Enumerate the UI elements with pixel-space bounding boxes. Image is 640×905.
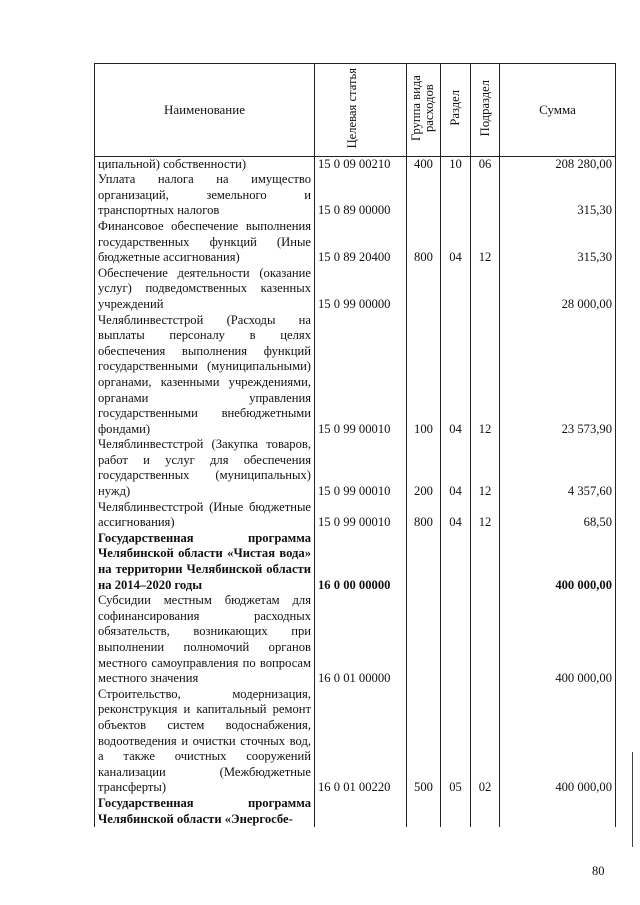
- row-section: 10: [441, 156, 471, 172]
- row-section: [441, 593, 471, 687]
- row-name: Строительство, модернизация, реконструкция и капитальный ремонт объектов систем водоснабжения, водоотведения и очистки сточных вод, а также очистных сооружений канализации (Межбюджетные трансферты): [95, 687, 315, 796]
- row-name: Государственная программа Челябинской области «Чистая вода» на территории Челябинской области на 2014–2020 годы: [95, 531, 315, 593]
- row-expense-group: 500: [407, 687, 441, 796]
- row-subsection: [471, 172, 500, 219]
- header-target-article-label: Целевая статья: [344, 67, 359, 149]
- row-target-article: 16 0 01 00000: [315, 593, 407, 687]
- table-header-row: [95, 64, 616, 157]
- table-row: [95, 156, 616, 172]
- row-name: ципальной) собственности): [95, 156, 315, 172]
- row-section: 04: [441, 313, 471, 438]
- header-target-article: [315, 64, 407, 157]
- table-row: [95, 500, 616, 531]
- row-section: 04: [441, 437, 471, 499]
- table-row: [95, 266, 616, 313]
- row-amount: 315,30: [500, 219, 616, 266]
- row-subsection: 12: [471, 219, 500, 266]
- table-row: [95, 437, 616, 499]
- row-name: Субсидии местным бюджетам для софинансирования расходных обязательств, возникающих при выполнении полномочий органов местного самоуправления по вопросам местного значения: [95, 593, 315, 687]
- row-amount: 28 000,00: [500, 266, 616, 313]
- row-subsection: 12: [471, 500, 500, 531]
- row-target-article: 15 0 99 00010: [315, 500, 407, 531]
- header-subsection-label: Подраздел: [477, 79, 492, 137]
- table-row: [95, 796, 616, 827]
- table-row: [95, 313, 616, 438]
- page-number: 80: [592, 864, 605, 878]
- row-target-article: 15 0 99 00010: [315, 437, 407, 499]
- row-expense-group: [407, 593, 441, 687]
- row-expense-group: 800: [407, 219, 441, 266]
- row-amount: 400 000,00: [500, 593, 616, 687]
- row-subsection: [471, 593, 500, 687]
- scan-edge-line: [632, 752, 633, 847]
- header-section: [441, 64, 471, 157]
- row-expense-group: [407, 796, 441, 827]
- row-target-article: 16 0 00 00000: [315, 531, 407, 593]
- row-expense-group: 400: [407, 156, 441, 172]
- row-target-article: 15 0 89 20400: [315, 219, 407, 266]
- row-subsection: [471, 266, 500, 313]
- row-amount: 4 357,60: [500, 437, 616, 499]
- row-amount: 400 000,00: [500, 687, 616, 796]
- header-section-label: Раздел: [448, 90, 462, 126]
- row-amount: 208 280,00: [500, 156, 616, 172]
- row-subsection: 06: [471, 156, 500, 172]
- header-expense-group: [407, 64, 441, 157]
- row-expense-group: [407, 531, 441, 593]
- row-target-article: [315, 796, 407, 827]
- row-section: [441, 172, 471, 219]
- row-amount: 315,30: [500, 172, 616, 219]
- row-section: 05: [441, 687, 471, 796]
- row-target-article: 15 0 99 00010: [315, 313, 407, 438]
- row-amount: 23 573,90: [500, 313, 616, 438]
- header-expense-group-label: Группа вида расходов: [409, 75, 436, 141]
- row-section: [441, 796, 471, 827]
- header-subsection: [471, 64, 500, 157]
- row-target-article: 15 0 89 00000: [315, 172, 407, 219]
- row-name: Уплата налога на имущество организаций, земельного и транспортных налогов: [95, 172, 315, 219]
- row-name: Обеспечение деятельности (оказание услуг) подведомственных казенных учреждений: [95, 266, 315, 313]
- row-target-article: 15 0 09 00210: [315, 156, 407, 172]
- row-name: Челяблинвестстрой (Расходы на выплаты персоналу в целях обеспечения выполнения функций государственными (муниципальными) органами, казенными учреждениями, органами управления государственными внебюджетными фондами): [95, 313, 315, 438]
- row-amount: 400 000,00: [500, 531, 616, 593]
- row-section: 04: [441, 219, 471, 266]
- row-subsection: [471, 531, 500, 593]
- row-name: Челяблинвестстрой (Закупка товаров, работ и услуг для обеспечения государственных (муниципальных) нужд): [95, 437, 315, 499]
- header-name: Наименование: [95, 64, 315, 157]
- row-expense-group: [407, 266, 441, 313]
- row-section: [441, 266, 471, 313]
- row-target-article: 16 0 01 00220: [315, 687, 407, 796]
- header-amount: Сумма: [500, 64, 616, 157]
- row-subsection: [471, 796, 500, 827]
- row-section: 04: [441, 500, 471, 531]
- row-expense-group: 100: [407, 313, 441, 438]
- row-amount: [500, 796, 616, 827]
- row-subsection: 12: [471, 437, 500, 499]
- row-subsection: 02: [471, 687, 500, 796]
- row-name: Финансовое обеспечение выполнения государственных функций (Иные бюджетные ассигнования): [95, 219, 315, 266]
- budget-table: [94, 63, 616, 827]
- table-row: [95, 531, 616, 593]
- row-name: Государственная программа Челябинской области «Энергосбе-: [95, 796, 315, 827]
- row-expense-group: 200: [407, 437, 441, 499]
- table-row: [95, 593, 616, 687]
- row-section: [441, 531, 471, 593]
- table-row: [95, 172, 616, 219]
- table-row: [95, 219, 616, 266]
- row-expense-group: 800: [407, 500, 441, 531]
- row-amount: 68,50: [500, 500, 616, 531]
- table-row: [95, 687, 616, 796]
- row-target-article: 15 0 99 00000: [315, 266, 407, 313]
- row-name: Челяблинвестстрой (Иные бюджетные ассигнования): [95, 500, 315, 531]
- row-expense-group: [407, 172, 441, 219]
- row-subsection: 12: [471, 313, 500, 438]
